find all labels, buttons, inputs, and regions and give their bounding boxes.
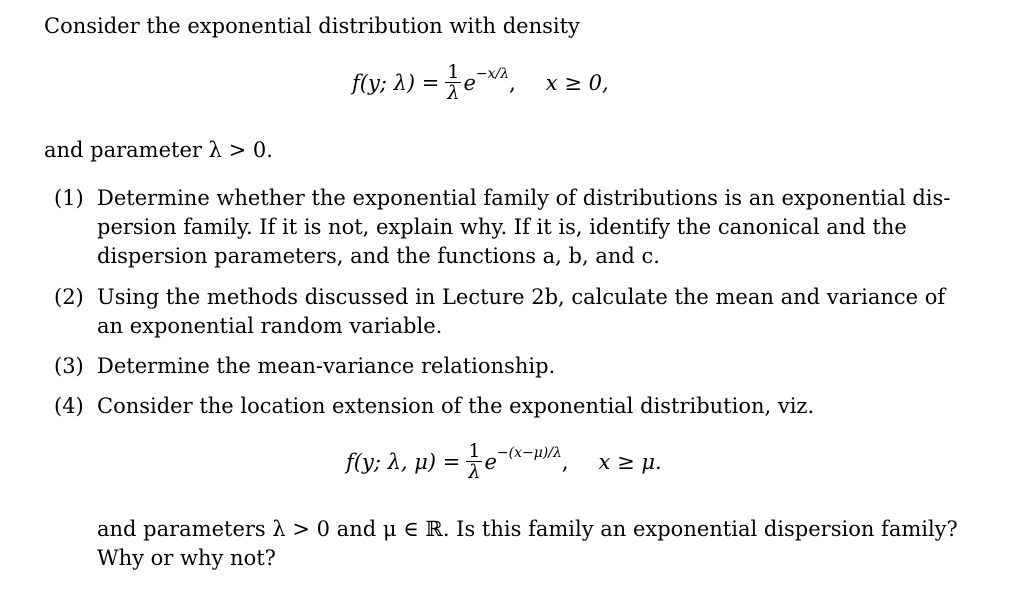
parameter-text: and parameter λ > 0. [44, 138, 273, 162]
equation-exponent: −x/λ [475, 65, 510, 82]
intro-text: Consider the exponential distribution with density [44, 14, 580, 38]
item-line: persion family. If it is not, explain why. If it is, identify the canonical and the [97, 215, 907, 239]
equation-condition: x ≥ μ. [598, 449, 662, 474]
item-marker: (4) [54, 394, 84, 418]
item-line: an exponential random variable. [97, 314, 443, 338]
item-line: Using the methods discussed in Lecture 2b, calculate the mean and variance of [97, 285, 946, 309]
item-line: dispersion parameters, and the functions a, b, and c. [97, 244, 660, 268]
density-equation [352, 62, 609, 103]
closing-line: and parameters λ > 0 and μ ∈ ℝ. Is this family an exponential dispersion family? [97, 517, 958, 541]
equation-lhs: f(y; λ) = [352, 70, 440, 95]
item-marker: (3) [54, 354, 84, 378]
location-density-equation [346, 441, 662, 482]
item-line: Determine whether the exponential family of distributions is an exponential dis- [97, 186, 951, 210]
equation-exponent: −(x−μ)/λ [496, 444, 562, 461]
equation-condition: x ≥ 0, [545, 70, 609, 95]
item-marker: (1) [54, 186, 84, 210]
item-line: Determine the mean-variance relationship. [97, 354, 556, 378]
closing-line: Why or why not? [97, 546, 276, 570]
item-marker: (2) [54, 285, 84, 309]
equation-separator: , [561, 449, 569, 474]
fraction-denominator: λ [468, 461, 481, 483]
closing-question [97, 515, 958, 573]
equation-base: e [484, 449, 497, 474]
equation-fraction [466, 441, 482, 482]
fraction-numerator: 1 [447, 61, 460, 83]
equation-separator: , [509, 70, 516, 95]
item-line: Consider the location extension of the exponential distribution, viz. [97, 394, 815, 418]
fraction-denominator: λ [447, 82, 460, 104]
equation-base: e [463, 70, 476, 95]
equation-lhs: f(y; λ, μ) = [346, 449, 461, 474]
fraction-numerator: 1 [468, 440, 481, 462]
equation-fraction [445, 62, 461, 103]
